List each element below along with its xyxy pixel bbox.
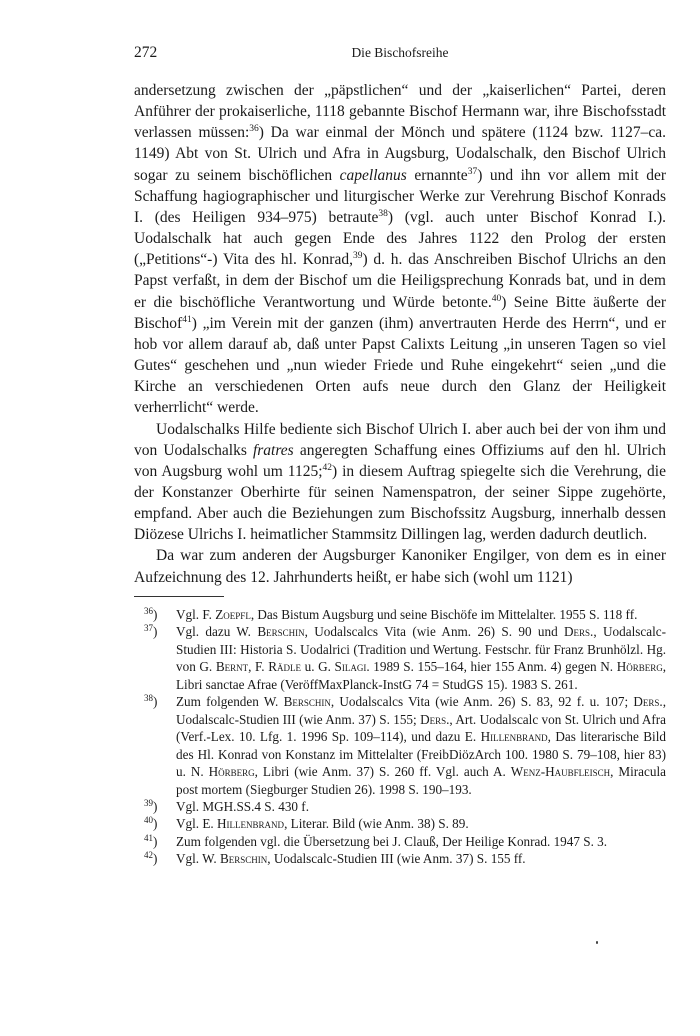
footnote: $^{39}$) Vgl. MGH.SS.4 S. 430 f. bbox=[144, 797, 309, 814]
footnote-ref: 41 bbox=[182, 314, 192, 325]
footnote: $^{42}$) Vgl. W. Berschin, Uodalscalc-Studien III (wie Anm. 37) S. 155 ff. bbox=[144, 850, 526, 867]
footnote-ref: 36 bbox=[249, 124, 259, 135]
footnote: $^{37}$) Vgl. dazu W. Berschin, Uodalscalcs Vita (wie Anm. 26) S. 90 und Ders., Uodalscalc-Studien III: Historia S. Uodalrici (Tradition und Wertung. Festschr. für Franz Brunhölzl. Hg. von G. Bernt, F. Rädle u. G. Silagi. 1989 S. 155–164, hier 155 Anm. 4) gegen N. Hörberg, Libri sanctae Afrae (VeröffMaxPlanck-InstG 74 = StudGS 15). 1983 S. 261. bbox=[144, 623, 667, 692]
paragraph-2: Uodalschalks Hilfe bediente sich Bischof Ulrich I. aber auch bei der von ihm und von Uodalschalks fratres angeregten Schaffung eines Offiziums auf den hl. Ulrich von Augsburg wohl um 1125;$^{42}$) in diesem Auftrag spiegelte sich die Verehrung, die der Konstanzer Oberhirte für seinen Namenspatron, der seiner Sippe zugehörte, empfand. Aber auch die Beziehungen zum Bischofssitz Augsburg, innerhalb dessen Diözese Ulrichs I. heimatlicher Stammsitz Dillingen lag, werden dadurch deutlich. bbox=[134, 420, 666, 544]
main-text bbox=[134, 80, 666, 588]
footnote-ref: 42 bbox=[322, 462, 333, 473]
footnote: $^{38}$) Zum folgenden W. Berschin, Uodalscalcs Vita (wie Anm. 26) S. 83, 92 f. u. 107; Ders., Uodalscalc-Studien III (wie Anm. 37) S. 155; Ders., Art. Uodalscalc von St. Ulrich und Afra (Verf.-Lex. 10. Lfg. 1. 1996 Sp. 109–114), und dazu E. Hillenbrand, Das literarische Bild des Hl. Konrad von Konstanz im Mittelalter (FreibDiözArch 100. 1980 S. 79–108, hier 83) u. N. Hörberg, Libri (wie Anm. 37) S. 260 ff. Vgl. auch A. Wenz-Haubfleisch, Miracula post mortem (Siegburger Studien 26). 1998 S. 190–193. bbox=[144, 693, 666, 797]
footnote: $^{36}$) Vgl. F. Zoepfl, Das Bistum Augsburg und seine Bischöfe im Mittelalter. 1955 S. 118 ff. bbox=[144, 606, 638, 622]
footnotes bbox=[134, 606, 666, 868]
footnote-rule bbox=[134, 596, 224, 597]
page-number: 272 bbox=[134, 44, 158, 61]
paragraph-3: Da war zum anderen der Augsburger Kanoniker Engilger, von dem es in einer Aufzeichnung des 12. Jahrhunderts heißt, er habe sich (wohl um 1121) bbox=[134, 547, 666, 586]
running-title: Die Bischofsreihe bbox=[351, 45, 449, 60]
footnote-ref: 38 bbox=[378, 208, 388, 219]
footnote-ref: 37 bbox=[467, 166, 478, 177]
paragraph-1: andersetzung zwischen der „päpstlichen“ und der „kaiserlichen“ Partei, deren Anführer der prokaiserliche, 1118 gebannte Bischof Hermann war, ihre Bischofsstadt verlassen müssen:$^{36}$) Da war einmal der Mönch und spätere (1124 bzw. 1127–ca. 1149) Abt von St. Ulrich und Afra in Augsburg, Uodalschalk, den Bischof Ulrich sogar zu seinem bischöflichen capellanus ernannte$^{37}$) und ihn vor allem mit der Schaffung hagiographischer und liturgischer Werke zur Verehrung Bischof Konrads I. (des Heiligen 934–975) betraute$^{38}$) (vgl. auch unter Bischof Konrad I.). Uodalschalk hat auch gegen Ende des Jahres 1122 den Prolog der ersten („Petitions“-) Vita des hl. Konrad,$^{39}$) d. h. das Anschreiben Bischof Ulrichs an den Papst verfaßt, in dem der Bischof um die Heiligsprechung Konrads bat, und in dem er die bischöfliche Verantwortung und Würde betonte.$^{40}$) Seine Bitte äußerte der Bischof$^{41}$) „im Verein mit der ganzen (ihm) anvertrauten Herde des Herrn“, und er hob vor allem darauf ab, daß unter Papst Calixts Leitung „in unseren Tagen so viel Gutes“ geschehen und „nun wieder Friede und Ruhe eingekehrt“ seien „und die Kirche an verschiedenen Orten aufs neue durch den Glanz der Heiligkeit verherrlicht“ werde. bbox=[134, 82, 667, 417]
footnote: $^{40}$) Vgl. E. Hillenbrand, Literar. Bild (wie Anm. 38) S. 89. bbox=[144, 815, 469, 832]
page-header bbox=[134, 44, 666, 66]
footnote-ref: 39 bbox=[352, 251, 363, 262]
print-speck bbox=[596, 941, 598, 944]
footnote: $^{41}$) Zum folgenden vgl. die Übersetzung bei J. Clauß, Der Heilige Konrad. 1947 S. 3. bbox=[144, 832, 608, 849]
footnote-ref: 40 bbox=[491, 293, 502, 304]
